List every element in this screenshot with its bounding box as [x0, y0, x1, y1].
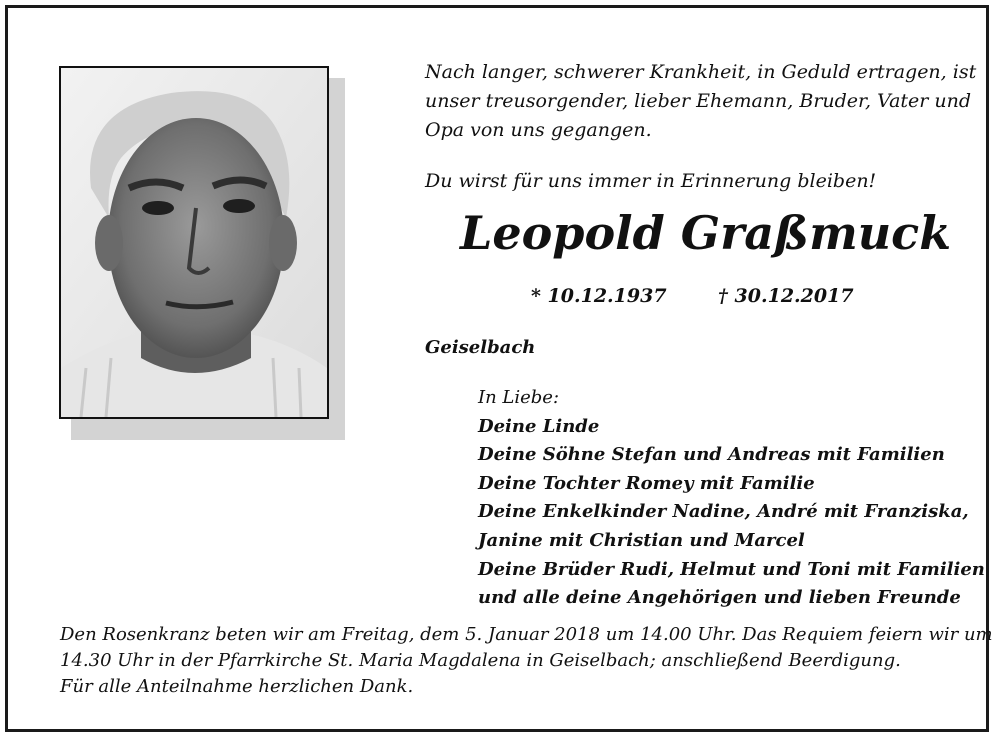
service-line: Für alle Anteilnahme herzlichen Dank.: [60, 676, 414, 697]
family-member: Janine mit Christian und Marcel: [478, 529, 805, 551]
intro-text: [425, 58, 976, 145]
portrait-photo: [59, 66, 329, 419]
intro-line: unser treusorgender, lieber Ehemann, Bruder, Vater und: [425, 90, 972, 112]
service-line: 14.30 Uhr in der Pfarrkirche St. Maria Magdalena in Geiselbach; anschließend Beerdigung.: [60, 650, 901, 671]
family-member: Deine Söhne Stefan und Andreas mit Familien: [478, 444, 945, 466]
intro-line: Nach langer, schwerer Krankheit, in Geduld ertragen, ist: [425, 61, 977, 83]
service-info: [60, 622, 993, 700]
family-member: Deine Brüder Rudi, Helmut und Toni mit Familien: [478, 558, 985, 580]
birth-date: * 10.12.1937: [531, 285, 667, 307]
service-line: Den Rosenkranz beten wir am Freitag, dem 5. Januar 2018 um 14.00 Uhr. Das Requiem feiern wir um: [60, 624, 993, 645]
death-date: † 30.12.2017: [718, 285, 854, 307]
deceased-name: Leopold Graßmuck: [460, 206, 952, 260]
intro-line: Opa von uns gegangen.: [425, 119, 652, 141]
family-member: Deine Enkelkinder Nadine, André mit Franziska,: [478, 501, 969, 523]
place-name: Geiselbach: [425, 337, 536, 358]
family-lead: In Liebe:: [478, 387, 560, 408]
remembrance-line: Du wirst für uns immer in Erinnerung bleiben!: [425, 170, 877, 192]
family-member: Deine Linde: [478, 415, 600, 437]
family-member: und alle deine Angehörigen und lieben Freunde: [478, 587, 961, 609]
family-list: [478, 384, 985, 613]
portrait-illustration: [61, 68, 327, 417]
family-member: Deine Tochter Romey mit Familie: [478, 472, 815, 494]
